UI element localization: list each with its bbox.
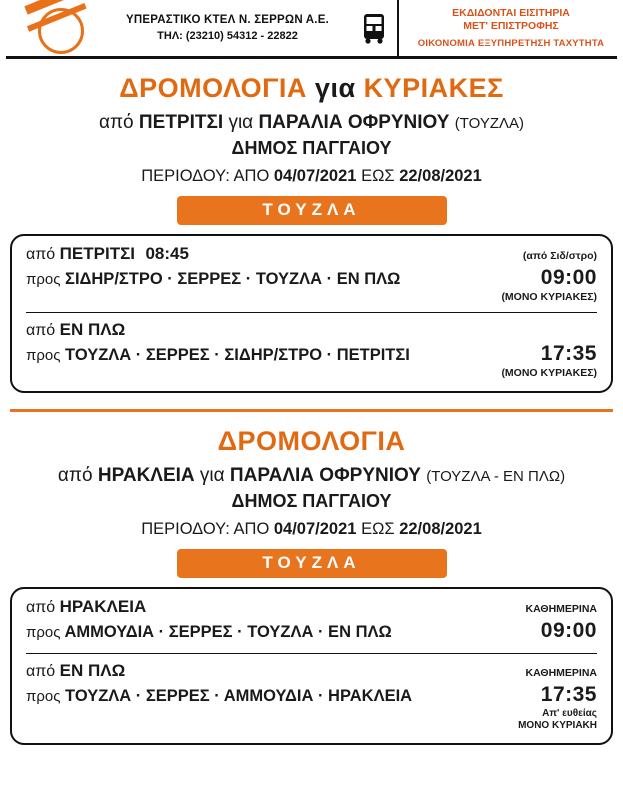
- trip-time: 09:00: [540, 619, 597, 642]
- section-petritsi: [0, 73, 623, 225]
- period-from: 04/07/2021: [273, 520, 357, 538]
- title-word-1: ΔΡΟΜΟΛΟΓΙΑ: [217, 426, 406, 456]
- poster-header: [0, 0, 623, 56]
- trip-note-under: Απ' ευθείας ΜΟΝΟ ΚΥΡΙΑΚΗ: [518, 708, 597, 731]
- origin-time: 08:45: [145, 244, 189, 263]
- period-label: ΠΕΡΙΟΔΟΥ: ΑΠΟ: [141, 167, 270, 185]
- section-period: [14, 167, 609, 186]
- trip-time: 17:35: [540, 342, 597, 365]
- destination-badge: ΤΟΥΖΛΑ: [177, 549, 447, 578]
- origin-lead: από: [26, 599, 56, 616]
- route-mid: για: [228, 112, 254, 133]
- trip-time: 17:35: [540, 683, 597, 706]
- trip-row: [26, 653, 597, 733]
- trip-stops: [26, 623, 392, 642]
- stops-lead: προς: [26, 688, 61, 705]
- origin-place: ΕΝ ΠΛΩ: [59, 320, 126, 339]
- tickets-note: [397, 0, 617, 56]
- section-divider: [10, 409, 613, 412]
- route-to: ΠΑΡΑΛΙΑ ΟΦΡΥΝΙΟΥ: [258, 112, 450, 133]
- trip-row: [26, 597, 597, 646]
- route-pre: από: [57, 465, 93, 486]
- period-to: 22/08/2021: [399, 167, 482, 185]
- route-paren: (ΤΟΥΖΛΑ - ΕΝ ΠΛΩ): [426, 468, 566, 485]
- trip-note-under: (ΜΟΝΟ ΚΥΡΙΑΚΕΣ): [501, 367, 597, 379]
- stops-list: ΑΜΜΟΥΔΙΑ · ΣΕΡΡΕΣ · ΤΟΥΖΛΑ · ΕΝ ΠΛΩ: [64, 623, 392, 641]
- stops-lead: προς: [26, 271, 61, 288]
- tickets-line1: ΕΚΔΙΔΟΝΤΑΙ ΕΙΣΙΤΗΡΙΑ: [452, 6, 570, 19]
- period-label: ΠΕΡΙΟΔΟΥ: ΑΠΟ: [141, 520, 270, 538]
- section-route-line: [14, 465, 609, 487]
- ktel-logo-icon: [8, 0, 100, 56]
- route-paren: (ΤΟΥΖΛΑ): [454, 115, 525, 132]
- trip-row: [26, 244, 597, 305]
- tickets-line3: ΟΙΚΟΝΟΜΙΑ ΕΞΥΠΗΡΕΤΗΣΗ ΤΑΧΥΤΗΤΑ: [417, 38, 605, 50]
- period-mid: ΕΩΣ: [361, 520, 395, 538]
- trip-origin: [26, 244, 189, 264]
- section-irakleia: [0, 426, 623, 578]
- section-title: [14, 426, 609, 457]
- route-mid: για: [199, 465, 225, 486]
- tickets-line2: ΜΕΤ' ΕΠΙΣΤΡΟΦΗΣ: [463, 20, 559, 32]
- bus-icon: [351, 0, 397, 56]
- trip-note-right: ΚΑΘΗΜΕΡΙΝΑ: [525, 603, 597, 615]
- section-period: [14, 520, 609, 539]
- section-municipality: ΔΗΜΟΣ ΠΑΓΓΑΙΟΥ: [231, 491, 392, 511]
- trip-stops: [26, 687, 412, 706]
- period-to: 22/08/2021: [399, 520, 482, 538]
- stops-lead: προς: [26, 347, 61, 364]
- trip-stops: [26, 270, 400, 289]
- period-from: 04/07/2021: [273, 167, 357, 185]
- origin-place: ΗΡΑΚΛΕΙΑ: [59, 597, 147, 616]
- trips-box-irakleia: [10, 587, 613, 745]
- company-block: [100, 0, 351, 56]
- trip-note-right: (από Σιδ/στρο): [522, 250, 597, 262]
- origin-lead: από: [26, 246, 56, 263]
- origin-lead: από: [26, 663, 56, 680]
- company-phone: ΤΗΛ: (23210) 54312 - 22822: [157, 30, 298, 42]
- trip-time: 09:00: [540, 266, 597, 289]
- origin-place: ΠΕΤΡΙΤΣΙ: [59, 244, 136, 263]
- trip-note-under: (ΜΟΝΟ ΚΥΡΙΑΚΕΣ): [501, 291, 597, 303]
- title-word-3: ΚΥΡΙΑΚΕΣ: [363, 73, 504, 103]
- route-from: ΗΡΑΚΛΕΙΑ: [97, 465, 195, 486]
- trip-row: [26, 312, 597, 381]
- section-municipality: ΔΗΜΟΣ ΠΑΓΓΑΙΟΥ: [231, 138, 392, 158]
- origin-lead: από: [26, 322, 56, 339]
- trip-note-right: ΚΑΘΗΜΕΡΙΝΑ: [525, 667, 597, 679]
- title-word-2: για: [314, 73, 356, 103]
- section-title: [14, 73, 609, 104]
- stops-list: ΣΙΔΗΡ/ΣΤΡΟ · ΣΕΡΡΕΣ · ΤΟΥΖΛΑ · ΕΝ ΠΛΩ: [65, 270, 401, 288]
- trips-box-petritsi: [10, 234, 613, 393]
- route-to: ΠΑΡΑΛΙΑ ΟΦΡΥΝΙΟΥ: [229, 465, 421, 486]
- period-mid: ΕΩΣ: [361, 167, 395, 185]
- title-word-1: ΔΡΟΜΟΛΟΓΙΑ: [119, 73, 307, 103]
- trip-origin: [26, 320, 131, 340]
- header-rule: [6, 56, 617, 59]
- section-route-line: [14, 112, 609, 134]
- trip-origin: [26, 661, 131, 681]
- route-from: ΠΕΤΡΙΤΣΙ: [138, 112, 224, 133]
- stops-list: ΤΟΥΖΛΑ · ΣΕΡΡΕΣ · ΣΙΔΗΡ/ΣΤΡΟ · ΠΕΤΡΙΤΣΙ: [65, 346, 410, 364]
- destination-badge: ΤΟΥΖΛΑ: [177, 196, 447, 225]
- stops-list: ΤΟΥΖΛΑ · ΣΕΡΡΕΣ · ΑΜΜΟΥΔΙΑ · ΗΡΑΚΛΕΙΑ: [65, 687, 413, 705]
- route-pre: από: [98, 112, 134, 133]
- origin-place: ΕΝ ΠΛΩ: [59, 661, 126, 680]
- trip-stops: [26, 346, 410, 365]
- stops-lead: προς: [26, 624, 61, 641]
- trip-origin: [26, 597, 152, 617]
- company-name: ΥΠΕΡΑΣΤΙΚΟ ΚΤΕΛ Ν. ΣΕΡΡΩΝ Α.Ε.: [126, 14, 329, 26]
